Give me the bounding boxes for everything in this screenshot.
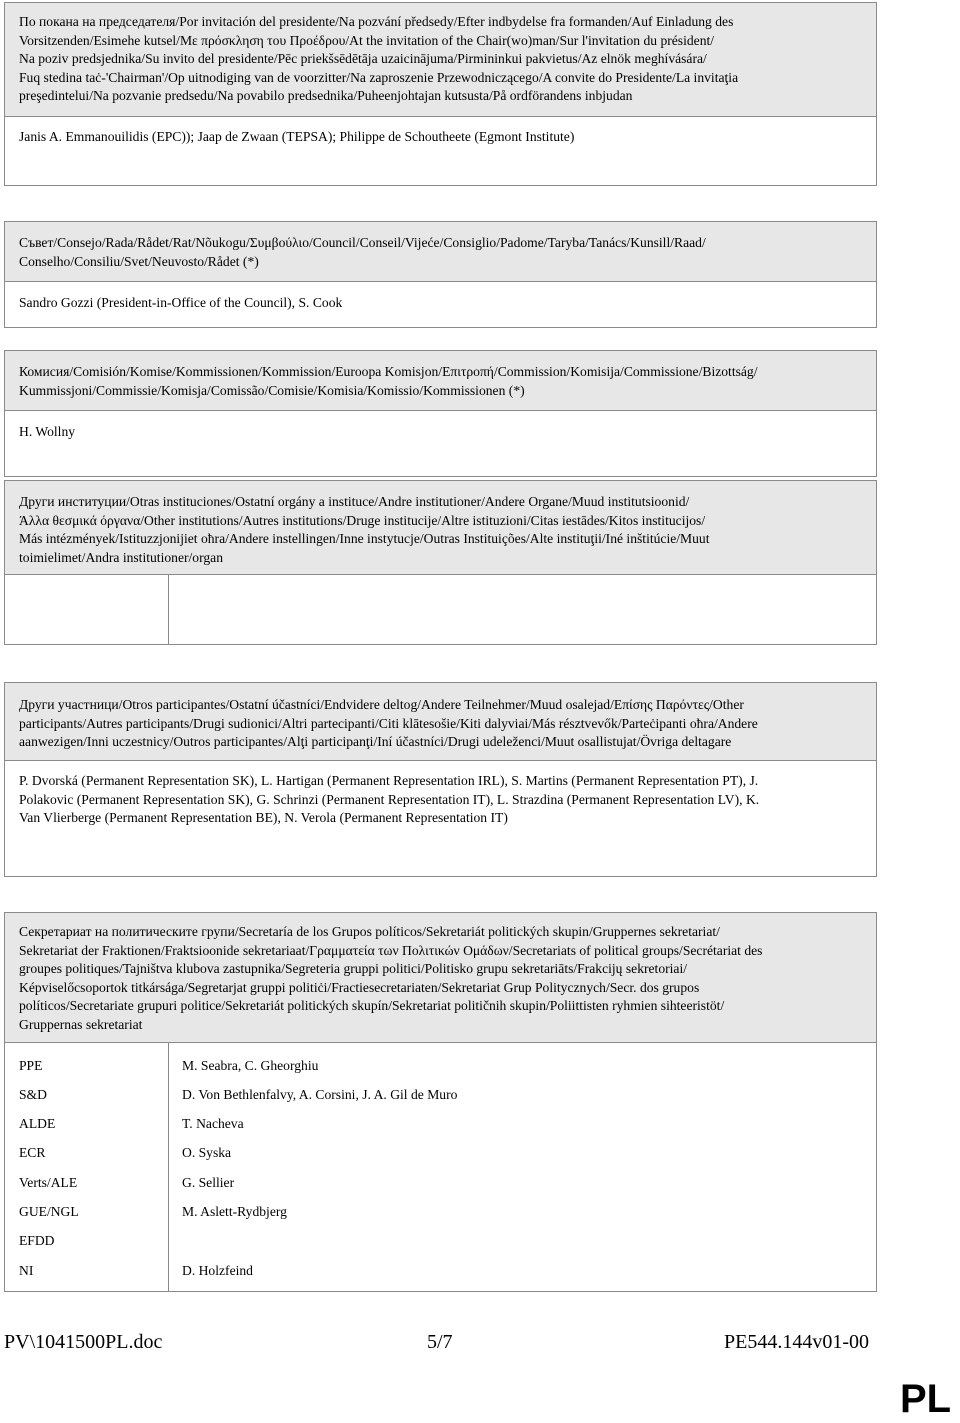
group-staff: T. Nacheva [182,1116,244,1131]
header-line: Képviselőcsoportok titkársága/Segretarjat gruppi politiċi/Fractiesecretariaten/Sekretariat Grup Politycznych/Secr. dos grupos [19,979,700,995]
section-body [5,761,876,828]
section-other-institutions [4,480,877,645]
attendee-line: P. Dvorská (Permanent Representation SK), L. Hartigan (Permanent Representation IRL), S. Martins (Permanent Representation PT), J. [19,773,759,788]
header-line: Съвет/Consejo/Rada/Rådet/Rat/Nõukogu/Συμβούλιο/Council/Conseil/Vijeće/Consiglio/Padome/Taryba/Tanács/Kunsill/Raad/ [19,235,706,250]
header-line: Комисия/Comisión/Komise/Kommissionen/Kommission/Euroopa Komisjon/Επιτροπή/Commission/Komisija/Commissione/Bizottság/ [19,364,758,379]
attendee-line: Polakovic (Permanent Representation SK), G. Schrinzi (Permanent Representation IT), L. Strazdina (Permanent Representation LV), K. [19,791,760,807]
section-header [5,481,876,575]
group-code: Verts/ALE [19,1175,78,1190]
section-body [5,411,876,442]
header-line: Други институции/Otras instituciones/Ostatní orgány a instituce/Andre institutioner/Andere Organe/Muud institutsioonid/ [19,494,690,509]
header-line: groupes politiques/Tajništva klubova zastupnika/Segreteria gruppi politici/Politisko grupu sekretariāts/Frakcijų sekretoriai/ [19,961,688,976]
footer-doc-ref: PV\1041500PL.doc [4,1331,163,1353]
group-code: ALDE [19,1116,56,1131]
footer-pe-ref: PE544.144v01-00 [724,1331,869,1353]
groups-table [5,1043,876,1291]
header-line: participants/Autres participants/Drugi sudionici/Altri partecipanti/Citi klātesošie/Kiti dalyviai/Más résztvevők/Parteċipanti oħra/Andere [19,715,758,731]
header-line: aanwezigen/Inni uczestnicy/Outros participantes/Alţi participanţi/Iní účastníci/Drugi udeleženci/Muut osallistujat/Övriga deltagare [19,734,732,749]
section-invited [4,2,877,186]
header-line: políticos/Secretariate grupuri politice/Sekretariát politických skupín/Sekretariat političnih skupin/Poliittisten ryhmien sihteeristöt/ [19,998,725,1013]
section-other-participants [4,682,877,877]
header-line: Други участници/Otros participantes/Ostatní účastníci/Endvidere deltog/Andere Teilnehmer/Muud osalejad/Επίσης Παρόντες/Other [19,697,744,712]
column-divider [168,575,169,644]
attendee-line: Janis A. Emmanouilidis (EPC)); Jaap de Zwaan (TEPSA); Philippe de Schoutheete (Egmont Institute) [19,129,575,144]
group-staff: O. Syska [182,1145,232,1160]
section-group-secretariats [4,912,877,1292]
group-code: S&D [19,1087,47,1102]
header-line: Fuq stedina taċ-'Chairman'/Op uitnodiging van de voorzitter/Na zaproszenie Przewodniczącego/A convite do Presidente/La invitaţia [19,69,739,85]
header-line: Kummissjoni/Commissie/Komisja/Comissão/Comisie/Komisia/Komissio/Kommissionen (*) [19,382,525,398]
section-header [5,683,876,761]
header-line: Секретариат на политическите групи/Secretaría de los Grupos políticos/Sekretariát politických skupin/Gruppernes sekretariat/ [19,924,720,939]
group-staff: M. Seabra, C. Gheorghiu [182,1058,319,1073]
header-line: Vorsitzenden/Esimehe kutsel/Με πρόσκληση του Προέδρου/At the invitation of the Chair(wo)man/Sur l'invitation du président/ [19,32,715,48]
section-header [5,913,876,1043]
group-code: EFDD [19,1233,55,1248]
header-line: Na poziv predsjednika/Su invito del presidente/Pēc priekšsēdētāja uzaicinājuma/Pirmininkui pakvietus/Az elnök meghívására/ [19,51,707,66]
section-header [5,3,876,117]
header-line: Conselho/Consiliu/Svet/Neuvosto/Rådet (*) [19,253,259,269]
header-line: toimielimet/Andra institutioner/organ [19,549,223,565]
attendee-line: Sandro Gozzi (President-in-Office of the Council), S. Cook [19,295,343,310]
language-code: PL [900,1377,952,1421]
group-staff: D. Von Bethlenfalvy, A. Corsini, J. A. Gil de Muro [182,1087,458,1102]
header-line: Más intézmények/Istituzzjonijiet oħra/Andere instellingen/Inne instytucje/Outras Instituições/Alte instituţii/Iné inštitúcie/Muut [19,531,710,546]
attendee-line: H. Wollny [19,424,76,439]
section-header [5,351,876,411]
footer-page-number: 5/7 [427,1331,453,1353]
header-line: preşedintelui/Na pozvanie predsedu/Na povabilo predsednika/Puheenjohtajan kutsusta/På ordförandens inbjudan [19,88,633,103]
section-body [5,282,876,313]
group-code: NI [19,1263,34,1278]
group-staff: M. Aslett-Rydbjerg [182,1204,287,1219]
empty-table [5,575,876,644]
group-code: GUE/NGL [19,1204,79,1219]
header-line: По покана на председателя/Por invitación del presidente/Na pozvání předsedy/Efter indbydelse fra formanden/Auf Einladung des [19,14,734,29]
group-code: PPE [19,1058,43,1073]
header-line: Άλλα θεσμικά όργανα/Other institutions/Autres institutions/Druge institucije/Altre istituzioni/Citas iestādes/Kitos institucijos/ [19,512,706,528]
header-line: Sekretariat der Fraktionen/Fraktsioonide sekretariaat/Γραμματεία των Πολιτικών Ομάδων/Secretariats of political groups/Secrétariat des [19,942,763,958]
group-staff: D. Holzfeind [182,1263,253,1278]
section-council [4,221,877,328]
attendee-line: Van Vlierberge (Permanent Representation BE), N. Verola (Permanent Representation IT) [19,810,508,825]
section-header [5,222,876,282]
group-code: ECR [19,1145,46,1160]
column-divider [168,1043,169,1291]
group-staff: G. Sellier [182,1175,235,1190]
section-body [5,117,876,147]
header-line: Gruppernas sekretariat [19,1016,143,1032]
section-commission [4,350,877,477]
